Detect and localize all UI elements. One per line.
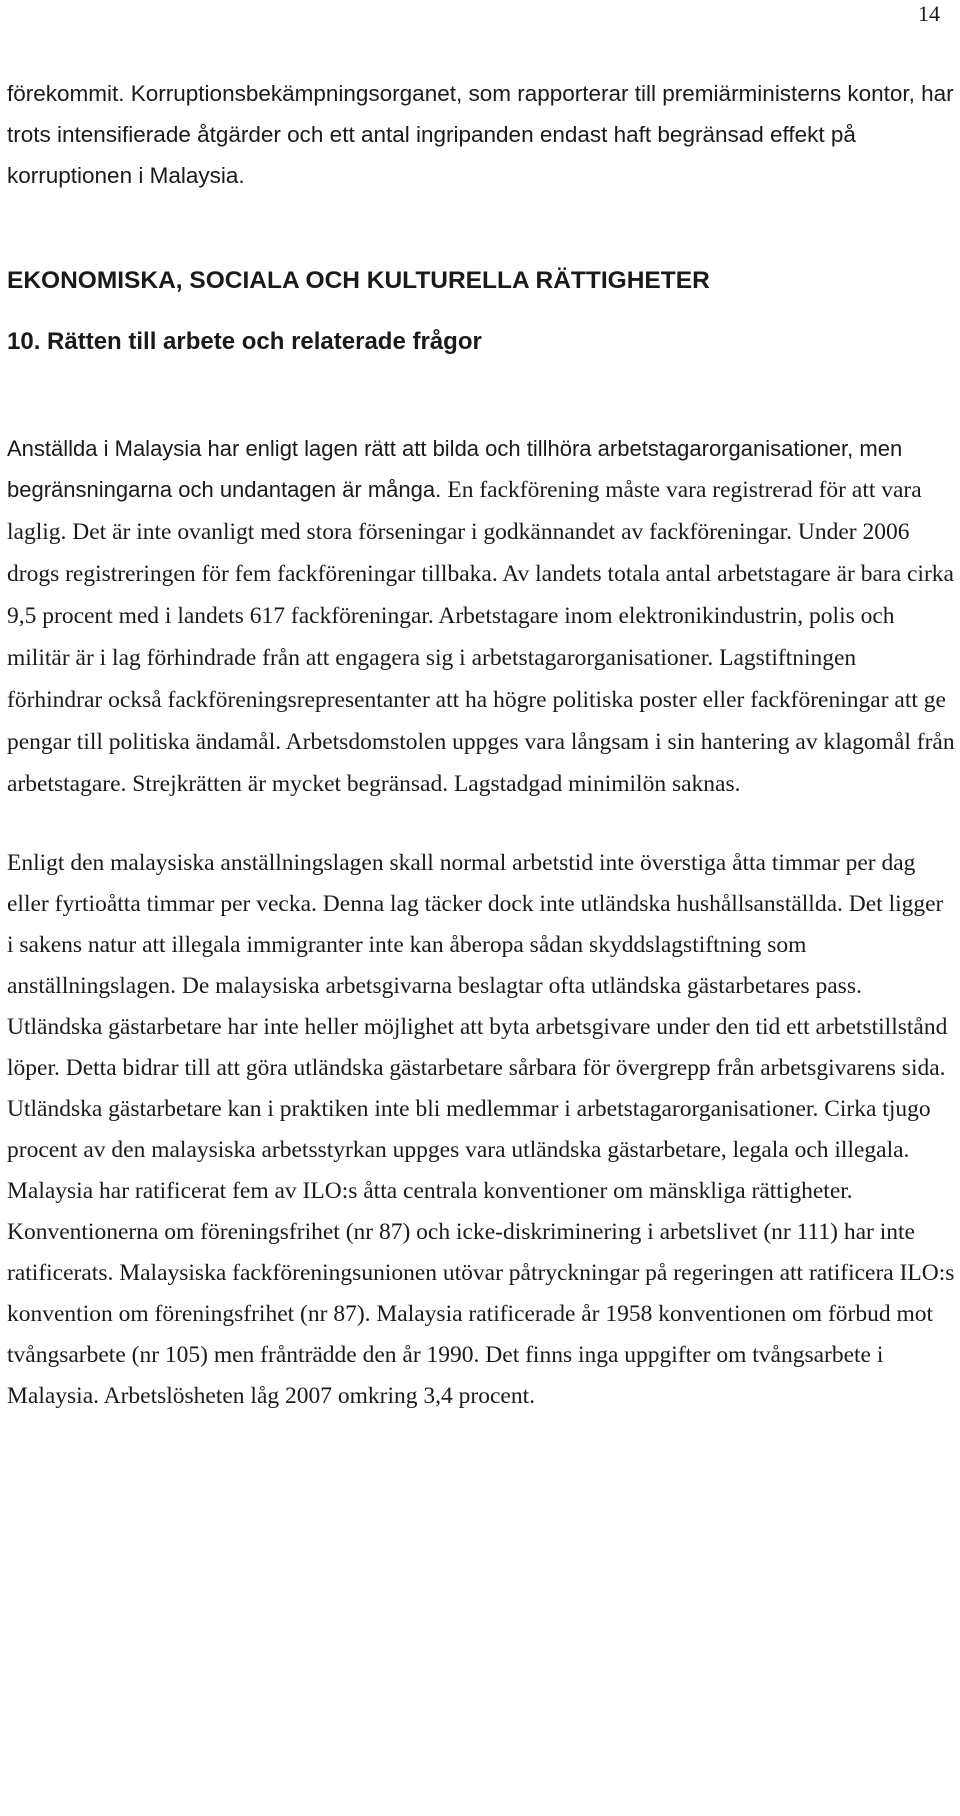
- sub-heading: 10. Rätten till arbete och relaterade frågor: [7, 328, 482, 355]
- paragraph-labor-rights-sans: Anställda i Malaysia har enligt lagen rätt att bilda och tillhöra arbetstagarorganisationer, men begränsningarna och undantagen är många.: [7, 436, 903, 502]
- document-body: [7, 73, 955, 1417]
- paragraph-labor-rights: [7, 428, 955, 805]
- paragraph-working-hours: Enligt den malaysiska anställningslagen skall normal arbetstid inte överstiga åtta timmar per dag eller fyrtioåtta timmar per vecka. Denna lag täcker dock inte utländska hushållsanställda. Det ligger i sakens natur att illegala immigranter inte kan åberopa sådan skyddslagstiftning som anställningslagen. De malaysiska arbetsgivarna beslagtar ofta utländska gästarbetares pass. Utländska gästarbetare har inte heller möjlighet att byta arbetsgivare under den tid ett arbetstillstånd löper. Detta bidrar till att göra utländska gästarbetare sårbara för övergrepp från arbetsgivarens sida. Utländska gästarbetare kan i praktiken inte bli medlemmar i arbetstagarorganisationer. Cirka tjugo procent av den malaysiska arbetsstyrkan uppges vara utländska gästarbetare, legala och illegala.: [7, 850, 948, 1163]
- section-heading: EKONOMISKA, SOCIALA OCH KULTURELLA RÄTTIGHETER: [7, 267, 710, 294]
- page-number: 14: [918, 1, 940, 26]
- intro-paragraph: förekommit. Korruptionsbekämpningsorganet, som rapporterar till premiärministerns kontor, har trots intensifierade åtgärder och ett antal ingripanden endast haft begränsad effekt på korruptionen i Malaysia.: [7, 81, 954, 188]
- paragraph-labor-rights-serif: En fackförening måste vara registrerad för att vara laglig. Det är inte ovanligt med stora förseningar i godkännandet av fackföreningar. Under 2006 drogs registreringen för fem fackföreningar tillbaka. Av landets totala antal arbetstagare är bara cirka 9,5 procent med i landets 617 fackföreningar. Arbetstagare inom elektronikindustrin, polis och militär är i lag förhindrade från att engagera sig i arbetstagarorganisationer. Lagstiftningen förhindrar också fackföreningsrepresentanter att ha högre politiska poster eller fackföreningar att ge pengar till politiska ändamål. Arbetsdomstolen uppges vara långsam i sin hantering av klagomål från arbetstagare. Strejkrätten är mycket begränsad. Lagstadgad minimilön saknas.: [7, 477, 955, 797]
- paragraph-ilo-conventions: Malaysia har ratificerat fem av ILO:s åtta centrala konventioner om mänskliga rättigheter. Konventionerna om föreningsfrihet (nr 87) och icke-diskriminering i arbetslivet (nr 111) har inte ratificerats. Malaysiska fackföreningsunionen utövar påtryckningar på regeringen att ratificera ILO:s konvention om föreningsfrihet (nr 87). Malaysia ratificerade år 1958 konventionen om förbud mot tvångsarbete (nr 105) men frånträdde den år 1990. Det finns inga uppgifter om tvångsarbete i Malaysia. Arbetslösheten låg 2007 omkring 3,4 procent.: [7, 1178, 955, 1409]
